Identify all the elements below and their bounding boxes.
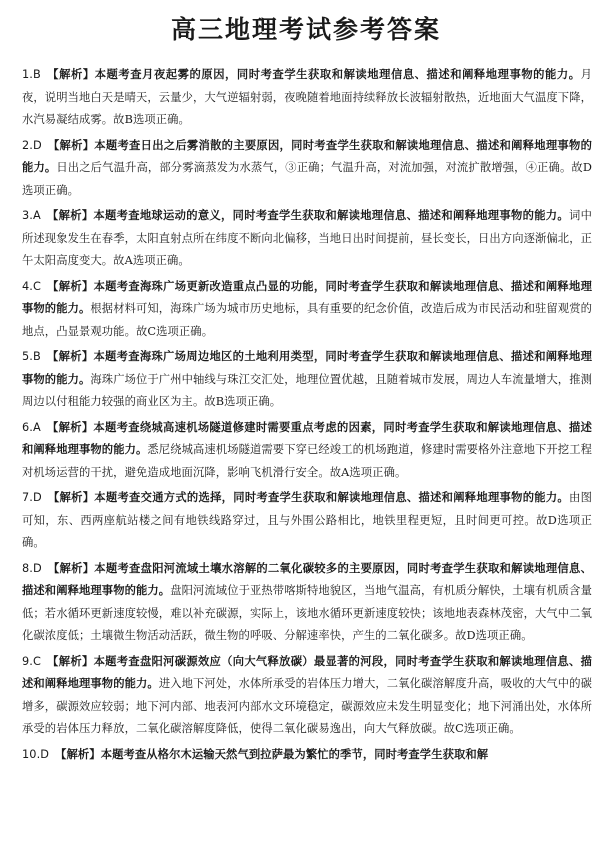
analysis-intro: 本题考查盘阳河碳源效应（向大气释放碳）最显著的河段，同时考查学生获取和解读地理信息、描述和阐释地理事物的能力。: [22, 654, 592, 690]
analysis-body: 海珠广场位于广州中轴线与珠江交汇处，地理位置优越，且随着城市发展，周边人车流量增大，推测周边以付租能力较强的商业区为主。故B选项正确。: [22, 372, 592, 408]
analysis-intro: 本题考查海珠广场更新改造重点凸显的功能，同时考查学生获取和解读地理信息、描述和阐释地理事物的能力。: [22, 279, 592, 315]
answer-item: [22, 346, 592, 414]
analysis-intro: 本题考查海珠广场周边地区的土地利用类型，同时考查学生获取和解读地理信息、描述和阐释地理事物的能力。: [22, 350, 592, 386]
answer-letter: D: [32, 491, 42, 504]
analysis-body: 由图可知，东、西两座航站楼之间有地铁线路穿过，且与外围公路相比，地铁里程更短，且时间更可控。故D选项正确。: [22, 491, 592, 549]
page-title: 高三地理考试参考答案: [170, 15, 441, 44]
answer-item: [22, 417, 592, 485]
answer-letter: B: [32, 68, 41, 81]
question-number: 1.: [22, 68, 33, 81]
answer-item: [22, 487, 592, 555]
answer-letter: A: [32, 420, 41, 434]
analysis-tag: 【解析】: [47, 138, 95, 152]
answer-item: [22, 651, 592, 741]
answer-letter: C: [32, 654, 41, 668]
answer-list: [22, 64, 592, 769]
analysis-tag: 【解析】: [46, 68, 95, 81]
analysis-body: 日出之后气温升高，部分雾滴蒸发为水蒸气，③正确；气温升高，对流加强，对流扩散增强，④正确。故D选项正确。: [22, 161, 592, 197]
answer-letter: B: [32, 350, 41, 363]
analysis-tag: 【解析】: [46, 420, 94, 434]
analysis-intro: 本题考查地球运动的意义，同时考查学生获取和解读地理信息、描述和阐释地理事物的能力。: [93, 209, 569, 222]
question-number: 6.: [22, 420, 33, 434]
question-number: 9.: [22, 654, 33, 668]
analysis-tag: 【解析】: [55, 747, 101, 761]
analysis-tag: 【解析】: [46, 209, 94, 222]
answer-letter: D: [32, 138, 42, 152]
analysis-body: 根据材料可知，海珠广场为城市历史地标，具有重要的纪念价值，改造后成为市民活动和驻留观赏的地点，凸显景观功能。故C选项正确。: [22, 302, 592, 338]
analysis-intro: 本题考查盘阳河流域土壤水溶解的二氧化碳较多的主要原因，同时考查学生获取和解读地理信息、描述和阐释地理事物的能力。: [22, 561, 592, 597]
analysis-body: 悉尼绕城高速机场隧道需要下穿已经竣工的机场跑道，修建时需要格外注意地下开挖工程对机场运营的干扰，避免造成地面沉降，影响飞机滑行安全。故A选项正确。: [22, 443, 592, 479]
analysis-intro: 本题考查从格尔木运输天然气到拉萨最为繁忙的季节，同时考查学生获取和解: [100, 747, 489, 761]
analysis-intro: 本题考查日出之后雾消散的主要原因，同时考查学生获取和解读地理信息、描述和阐释地理事物的能力。: [22, 138, 592, 174]
question-number: 2.: [22, 138, 33, 152]
answer-item: [22, 205, 592, 273]
analysis-tag: 【解析】: [46, 654, 94, 668]
answer-item: [22, 744, 592, 767]
analysis-tag: 【解析】: [47, 561, 95, 575]
analysis-intro: 本题考查交通方式的选择，同时考查学生获取和解读地理信息、描述和阐释地理事物的能力。: [94, 491, 570, 504]
analysis-tag: 【解析】: [46, 350, 94, 363]
analysis-intro: 本题考查月夜起雾的原因，同时考查学生获取和解读地理信息、描述和阐释地理事物的能力。: [94, 68, 581, 81]
question-number: 8.: [22, 561, 33, 575]
question-number: 4.: [22, 279, 33, 293]
question-number: 7.: [22, 491, 33, 504]
question-number: 3.: [22, 209, 33, 222]
answer-letter: D: [40, 747, 50, 761]
answer-item: [22, 135, 592, 203]
analysis-intro: 本题考查绕城高速机场隧道修建时需要重点考虑的因素，同时考查学生获取和解读地理信息、描述和阐释地理事物的能力。: [22, 420, 592, 456]
answer-item: [22, 558, 592, 648]
question-number: 10.: [22, 747, 41, 761]
answer-letter: A: [32, 209, 41, 222]
analysis-body: 词中所述现象发生在春季，太阳直射点所在纬度不断向北偏移，当地日出时间提前，昼长变长，日出方向逐渐偏北，正午太阳高度变大。故A选项正确。: [22, 209, 592, 267]
analysis-body: 进入地下河处，水体所承受的岩体压力增大，二氧化碳溶解度升高，吸收的大气中的碳增多，碳源效应较弱；地下河内部、地表河内部水文环境稳定，碳源效应未发生明显变化；地下河涌出处，水体所承受的岩体压力释放，二氧化碳溶解度降低，使得二氧化碳易逸出，向大气释放碳。故C选项正确。: [22, 677, 593, 735]
analysis-tag: 【解析】: [46, 279, 94, 293]
analysis-body: 月夜，说明当地白天是晴天，云量少，大气逆辐射弱，夜晚随着地面持续释放长波辐射散热，近地面大气温度下降，水汽易凝结成雾。故B选项正确。: [22, 68, 592, 126]
answer-letter: C: [32, 279, 41, 293]
analysis-body: 盘阳河流域位于亚热带喀斯特地貌区，当地气温高，有机质分解快，土壤有机质含量低；若水循环更新速度较慢，难以补充碳源，实际上，该地水循环更新速度较快；该地地表森林茂密，大气中二氧化碳浓度低；土壤微生物活动活跃，微生物的呼吸、分解速率快，产生的二氧化碳多。故D选项正确。: [22, 584, 592, 642]
answer-item: [22, 64, 592, 132]
answer-item: [22, 276, 592, 344]
analysis-tag: 【解析】: [47, 491, 95, 504]
question-number: 5.: [22, 350, 33, 363]
answer-letter: D: [32, 561, 42, 575]
